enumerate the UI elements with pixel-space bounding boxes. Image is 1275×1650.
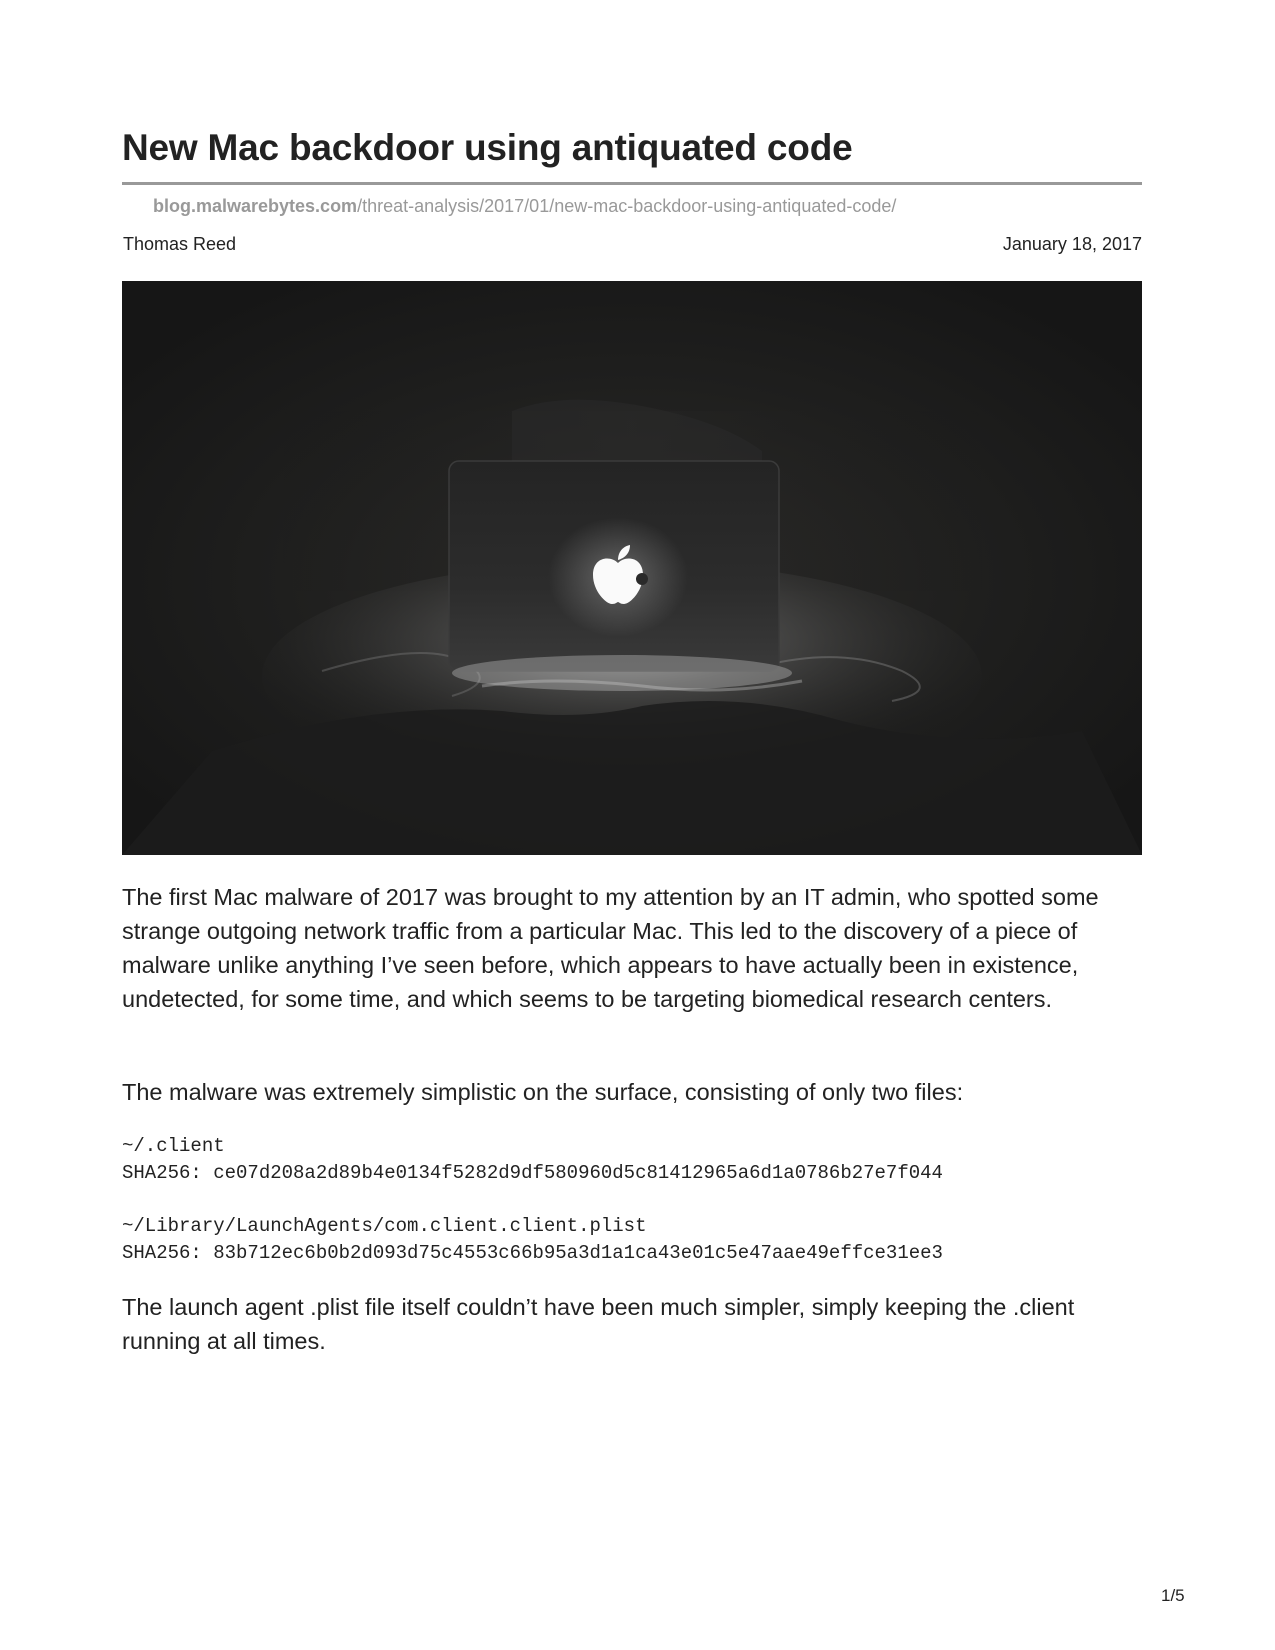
paragraph-intro: The first Mac malware of 2017 was brought to my attention by an IT admin, who spotted some strange outgoing network traffic from a particular Mac. This led to the discovery of a piece of malware unlike anything I’ve seen before, which appears to have actually been in existence, undetected, for some time, and which seems to be targeting biomedical research centers. (122, 884, 1099, 1012)
article-title: New Mac backdoor using antiquated code (122, 127, 853, 168)
publish-date: January 18, 2017 (1002, 234, 1142, 254)
code-block-plist (122, 1213, 1142, 1266)
author-name: Thomas Reed (123, 234, 237, 254)
page-number: 1/5 (1161, 1586, 1185, 1605)
paragraph-launch-agent: The launch agent .plist file itself couldn’t have been much simpler, simply keeping the .client running at all times. (122, 1294, 1075, 1354)
file-path: ~/.client (122, 1135, 225, 1157)
file-hash: SHA256: 83b712ec6b0b2d093d75c4553c66b95a3d1a1ca43e01c5e47aae49effce31ee3 (122, 1241, 943, 1264)
hero-image (122, 281, 1142, 855)
file-hash: SHA256: ce07d208a2d89b4e0134f5282d9df580960d5c81412965a6d1a0786b27e7f044 (122, 1161, 943, 1184)
title-divider (122, 182, 1142, 185)
paragraph-files-intro: The malware was extremely simplistic on the surface, consisting of only two files: (122, 1079, 964, 1105)
source-path: /threat-analysis/2017/01/new-mac-backdoor-using-antiquated-code/ (357, 196, 897, 216)
source-url[interactable] (153, 196, 896, 217)
source-domain: blog.malwarebytes.com (153, 196, 358, 216)
code-block-client (122, 1133, 1142, 1186)
file-path: ~/Library/LaunchAgents/com.client.client.plist (122, 1215, 647, 1237)
